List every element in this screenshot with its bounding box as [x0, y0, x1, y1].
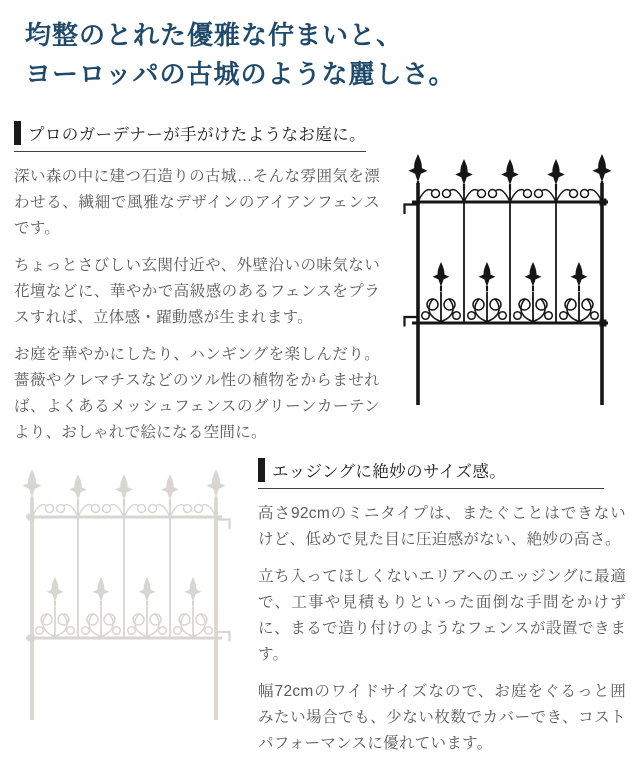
- section-heading: [258, 458, 604, 489]
- section-body: [258, 501, 626, 757]
- paragraph: ちょっとさびしい玄関付近や、外壁沿いの味気ない花壇などに、華やかで高級感のあるフェンスをプラスすれば、立体感・躍動感が生まれます。: [14, 257, 380, 326]
- accent-bar: [258, 458, 265, 482]
- paragraph: 幅72cmのワイドサイズなので、お庭をぐるっと囲みたい場合でも、少ない枚数でカバーでき、コストパフォーマンスに優れています。: [258, 683, 626, 752]
- accent-bar: [14, 121, 21, 145]
- section-body: [14, 164, 380, 446]
- section-edging-size: [258, 458, 626, 768]
- paragraph: お庭を華やかにしたり、ハンギングを楽しんだり。薔薇やクレマチスなどのツル性の植物をからませれば、よくあるメッシュフェンスのグリーンカーテンより、おしゃれで絵になる空間に。: [14, 346, 380, 441]
- section-title: エッジングに絶妙のサイズ感。: [272, 463, 507, 481]
- page-title-line-2: ヨーロッパの古城のような麗しさ。: [25, 59, 456, 89]
- paragraph: 高さ92cmのミニタイプは、またぐことはできないけど、低めで見た目に圧迫感がない、絶妙の高さ。: [258, 505, 626, 548]
- white-iron-fence-illustration: [4, 462, 244, 762]
- paragraph: 深い森の中に建つ石造りの古城…そんな雰囲気を漂わせる、繊細で風雅なデザインのアイアンフェンスです。: [14, 168, 380, 237]
- black-iron-fence-illustration: [390, 147, 630, 447]
- page-title-line-1: 均整のとれた優雅な佇まいと、: [25, 20, 404, 50]
- section-heading: [14, 121, 366, 152]
- section-pro-gardener: [14, 121, 380, 457]
- page-title: [25, 16, 455, 94]
- paragraph: 立ち入ってほしくないエリアへのエッジングに最適で、工事や見積もりといった面倒な手間をかけずに、まるで造り付けのようなフェンスが設置できます。: [258, 568, 626, 663]
- section-title: プロのガーデナーが手がけたようなお庭に。: [28, 126, 366, 144]
